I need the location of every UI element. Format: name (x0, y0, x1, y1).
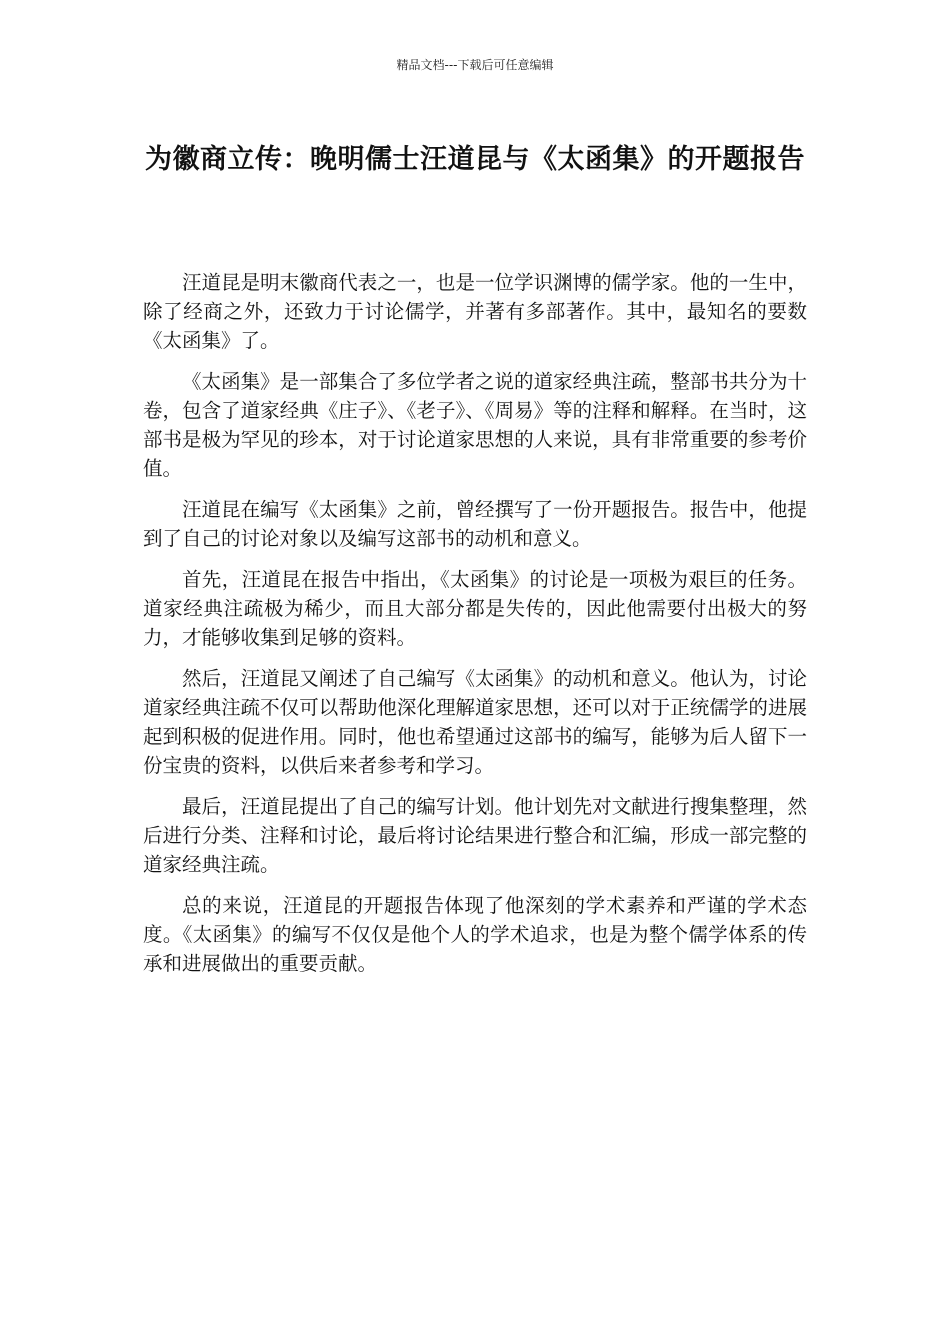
paragraph: 最后，汪道昆提出了自己的编写计划。他计划先对文献进行搜集整理，然后进行分类、注释和讨论，最后将讨论结果进行整合和汇编，形成一部完整的道家经典注疏。 (143, 795, 807, 876)
page-header: 精品文档---下载后可任意编辑 (396, 58, 554, 72)
paragraph: 然后，汪道昆又阐述了自己编写《太函集》的动机和意义。他认为，讨论道家经典注疏不仅可以帮助他深化理解道家思想，还可以对于正统儒学的进展起到积极的促进作用。同时，他也希望通过这部书的编写，能够为后人留下一份宝贵的资料，以供后来者参考和学习。 (143, 667, 807, 777)
paragraph: 汪道昆是明末徽商代表之一，也是一位学识渊博的儒学家。他的一生中，除了经商之外，还致力于讨论儒学，并著有多部著作。其中，最知名的要数《太函集》了。 (143, 271, 807, 352)
paragraph: 首先，汪道昆在报告中指出，《太函集》的讨论是一项极为艰巨的任务。道家经典注疏极为稀少，而且大部分都是失传的，因此他需要付出极大的努力，才能够收集到足够的资料。 (143, 568, 807, 649)
document-title: 为徽商立传：晚明儒士汪道昆与《太函集》的开题报告 (145, 144, 805, 175)
paragraph: 汪道昆在编写《太函集》之前，曾经撰写了一份开题报告。报告中，他提到了自己的讨论对象以及编写这部书的动机和意义。 (143, 498, 807, 550)
document-body (143, 268, 807, 990)
paragraph: 《太函集》是一部集合了多位学者之说的道家经典注疏，整部书共分为十卷，包含了道家经典《庄子》、《老子》、《周易》等的注释和解释。在当时，这部书是极为罕见的珍本，对于讨论道家思想的人来说，具有非常重要的参考价值。 (143, 370, 807, 480)
paragraph: 总的来说，汪道昆的开题报告体现了他深刻的学术素养和严谨的学术态度。《太函集》的编写不仅仅是他个人的学术追求，也是为整个儒学体系的传承和进展做出的重要贡献。 (143, 894, 807, 975)
